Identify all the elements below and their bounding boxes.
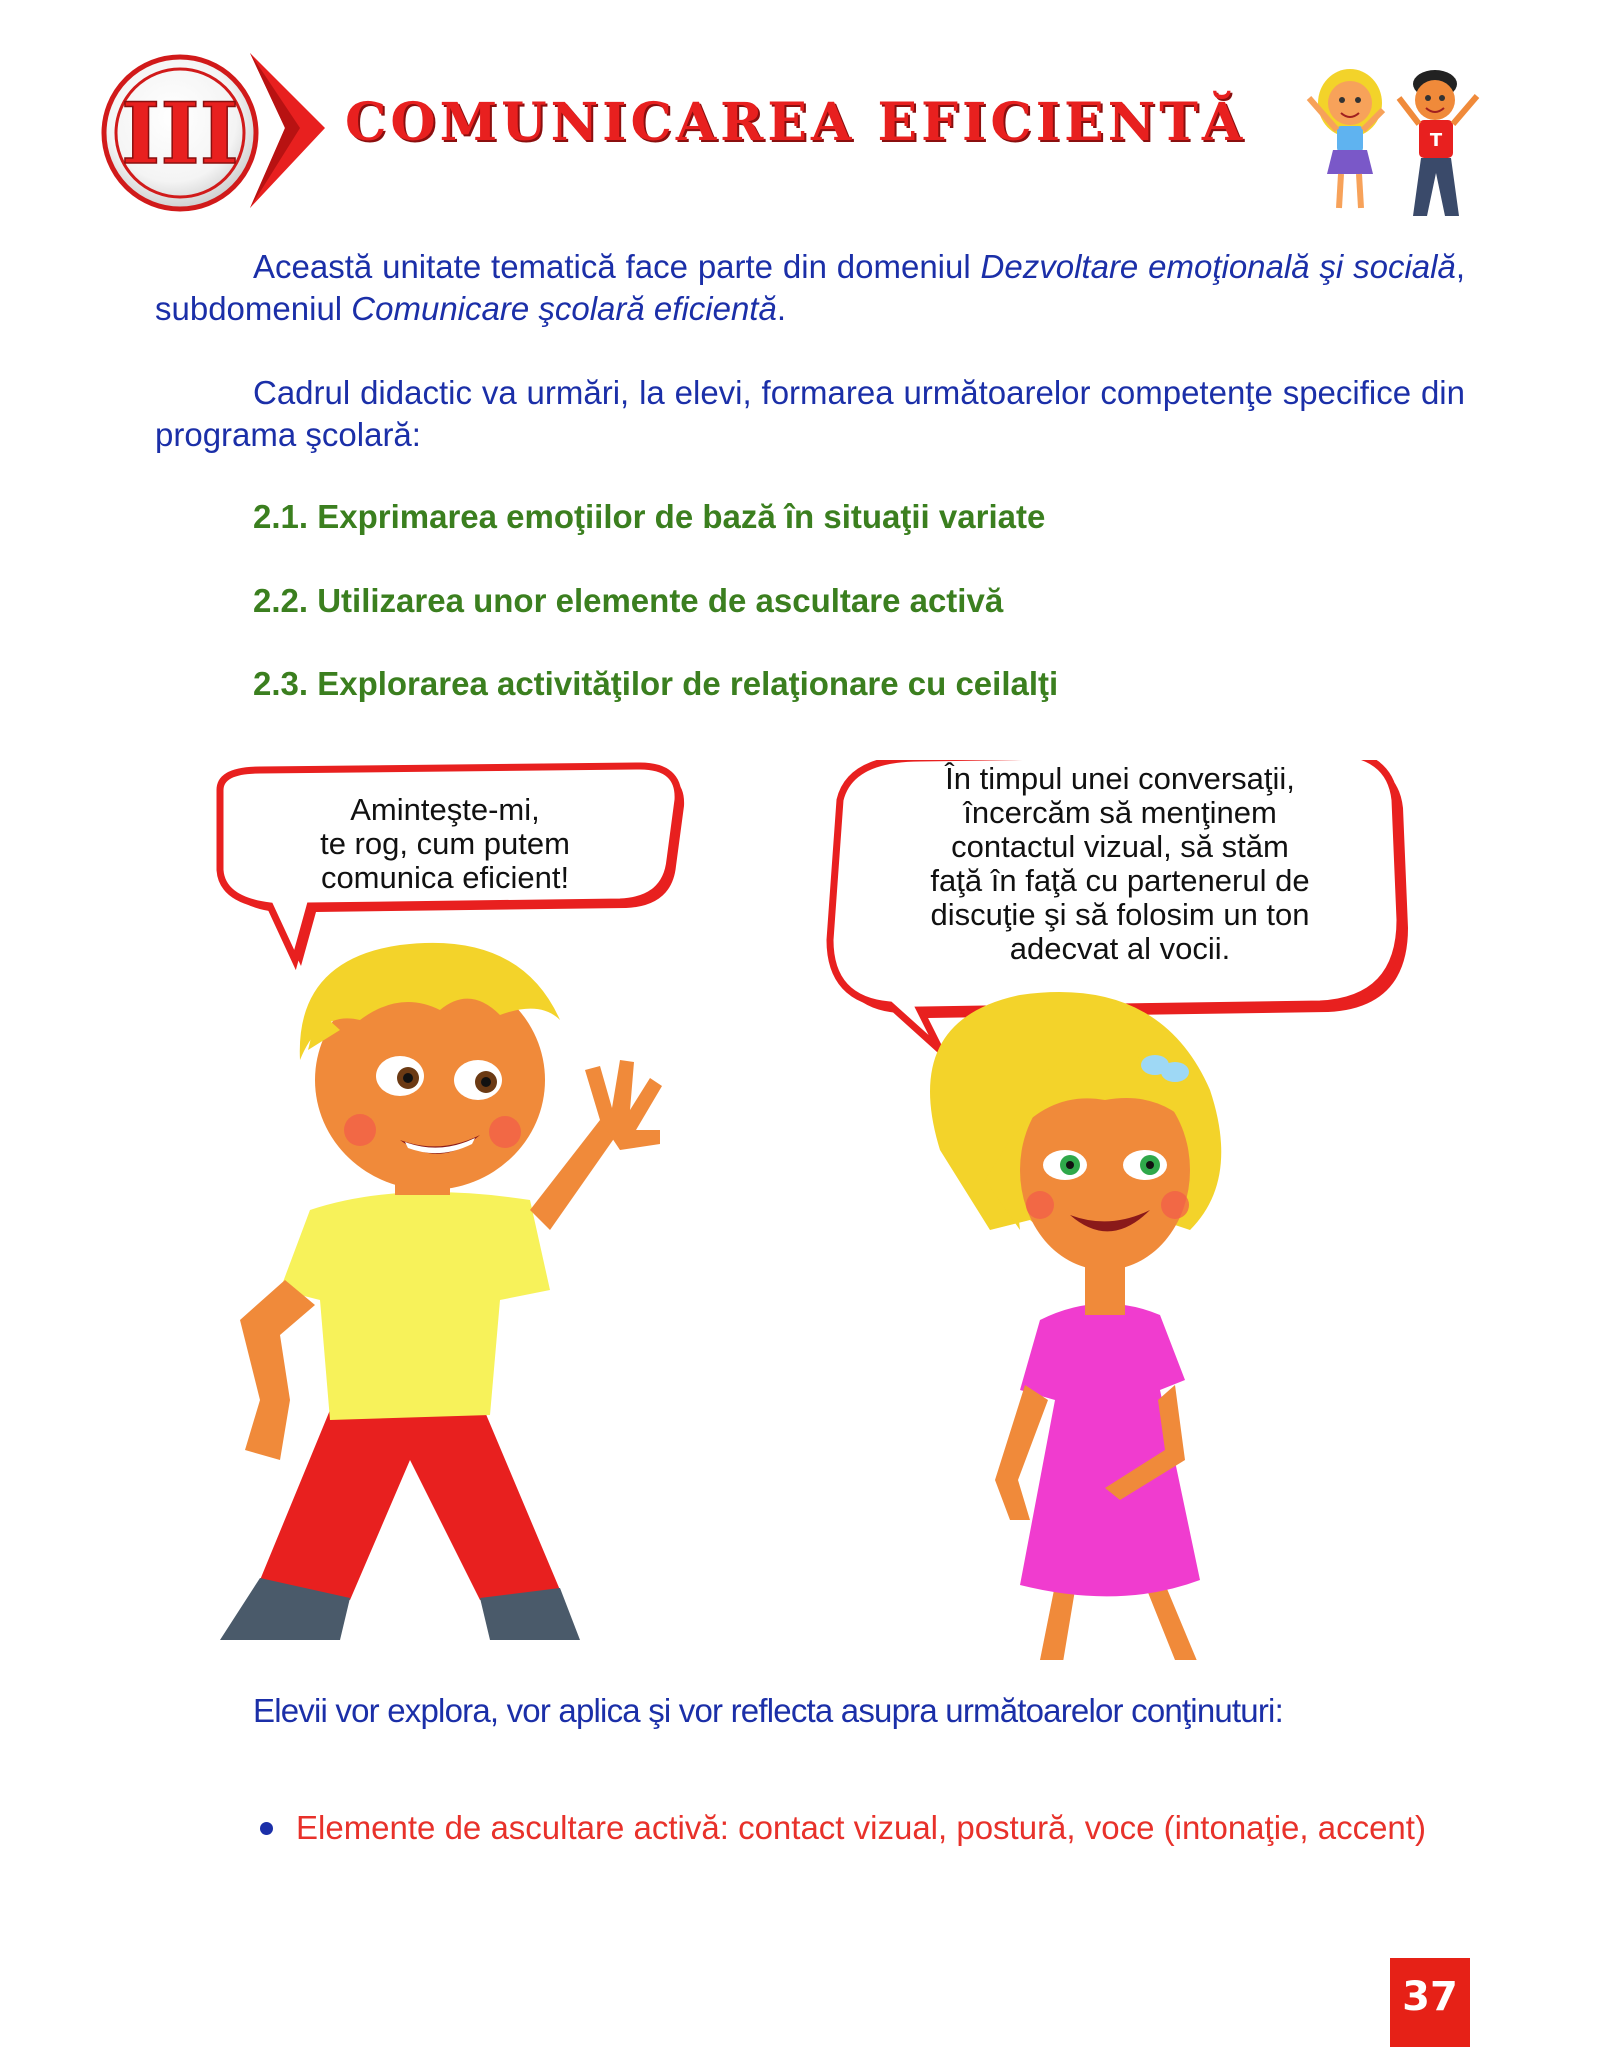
two-children-waving-icon xyxy=(1295,58,1495,228)
bubble-line: contactul vizual, să stăm xyxy=(951,829,1289,864)
page-number-box xyxy=(1390,1958,1470,2047)
intro-part3: . xyxy=(776,290,787,327)
bubble-line: Aminteşte-mi, xyxy=(350,792,540,827)
intro-subdomain: Comunicare şcolară eficientă xyxy=(351,290,777,327)
boy-illustration xyxy=(220,943,662,1640)
boy-speech-text xyxy=(240,793,650,895)
girl-speech-text xyxy=(860,762,1380,966)
intro-paragraph xyxy=(155,246,1465,330)
explore-text: Elevii vor explora, vor aplica şi vor reflecta asupra următoarelor conţinuturi: xyxy=(253,1692,1283,1729)
bubble-line: te rog, cum putem xyxy=(320,826,570,861)
bubble-line: adecvat al vocii. xyxy=(1009,931,1231,966)
bubble-line: În timpul unei conversaţii, xyxy=(945,761,1295,796)
svg-text:T: T xyxy=(1429,130,1443,151)
page-number: 37 xyxy=(1402,1974,1458,2020)
competence-item: 2.3. Explorarea activităţilor de relaţionare cu ceilalţi xyxy=(253,665,1059,702)
bubble-line: faţă în faţă cu partenerul de xyxy=(930,863,1310,898)
bubble-line: încercăm să menţinem xyxy=(963,795,1277,830)
content-list-item: Elemente de ascultare activă: contact vizual, postură, voce (intonaţie, accent) xyxy=(296,1809,1426,1846)
competences-intro-paragraph xyxy=(155,372,1465,456)
competences-intro-text: Cadrul didactic va urmări, la elevi, formarea următoarelor competenţe specifice din programa şcolară: xyxy=(155,374,1465,453)
intro-part1: Această unitate tematică face parte din domeniul xyxy=(253,248,981,285)
intro-part2: , subdomeniul xyxy=(155,248,1465,327)
competence-item: 2.2. Utilizarea unor elemente de ascultare activă xyxy=(253,582,1004,619)
girl-illustration xyxy=(930,992,1225,1660)
unit-numeral: III xyxy=(121,84,239,183)
intro-domain: Dezvoltare emoţională şi socială xyxy=(980,248,1456,285)
competence-item: 2.1. Exprimarea emoţiilor de bază în situaţii variate xyxy=(253,498,1046,535)
chapter-title: COMUNICAREA EFICIENTĂ xyxy=(345,92,1247,153)
bubble-line: discuţie şi să folosim un ton xyxy=(930,897,1310,932)
bubble-line: comunica eficient! xyxy=(320,860,570,895)
